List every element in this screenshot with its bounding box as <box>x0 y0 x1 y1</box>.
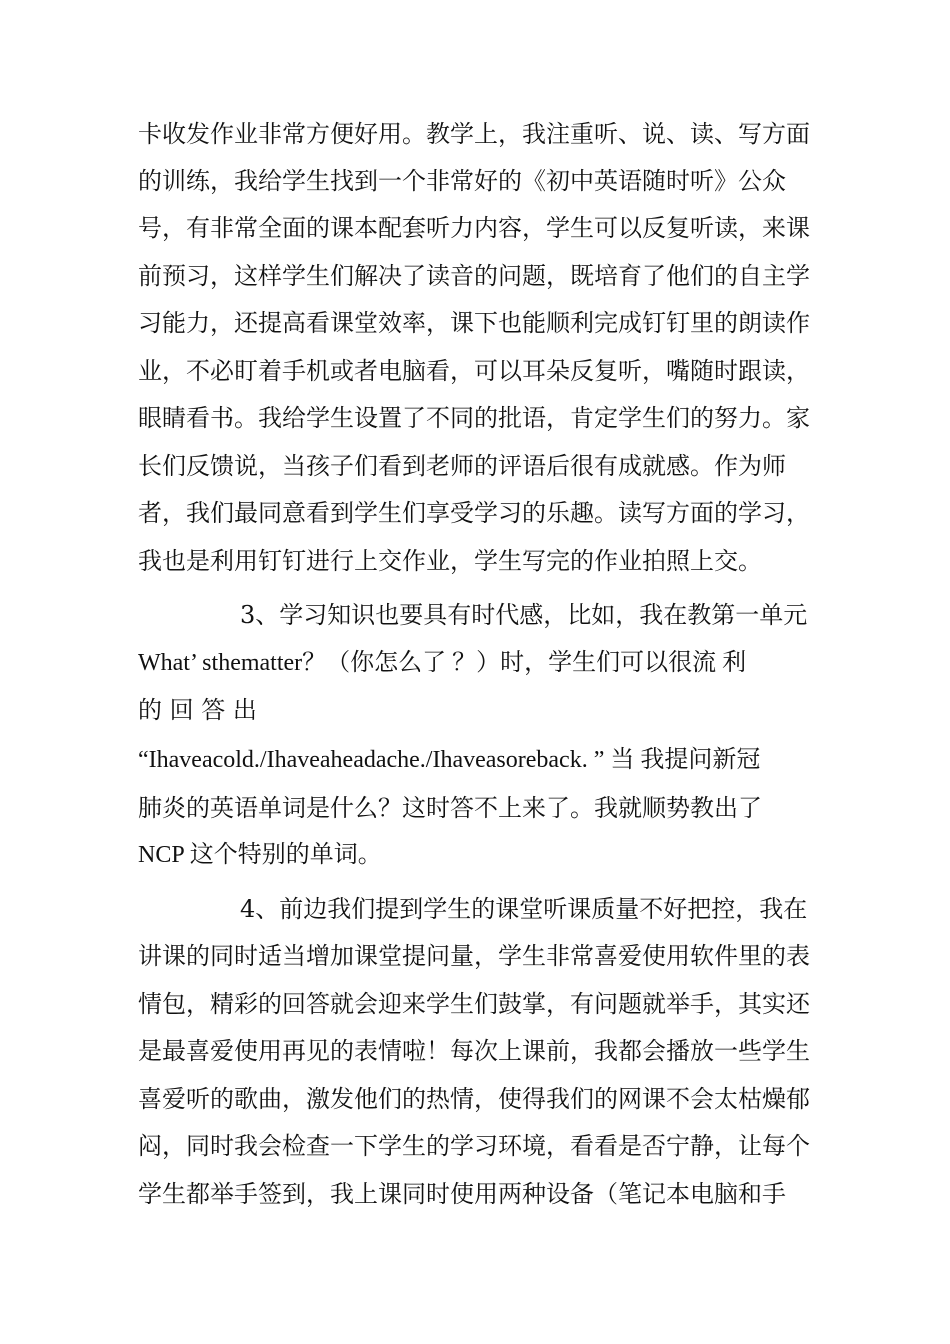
paragraph-line: What’ sthematter？（你怎么了 ？）时，学生们可以很流 利 <box>138 650 747 676</box>
paragraph-line: 讲课的同时适当增加课堂提问量，学生非常喜爱使用软件里的表 <box>138 942 810 970</box>
paragraph-line: 前预习，这样学生们解决了读音的问题，既培育了他们的自主学 <box>138 262 810 290</box>
paragraph-line: 喜爱听的歌曲，激发他们的热情，使得我们的网课不会太枯燥郁 <box>138 1085 810 1113</box>
paragraph-first-line: 4、前边我们提到学生的课堂听课质量不好把控，我在 <box>240 895 808 923</box>
paragraph-line: 肺炎的英语单词是什么？这时答不上来了。我就顺势教出了 <box>138 794 762 822</box>
paragraph-line: 我也是利用钉钉进行上交作业，学生写完的作业拍照上交。 <box>138 547 762 575</box>
paragraph-line: “Ihaveacold./Ihaveaheadache./Ihaveasoreback. ” 当 我提问新冠 <box>138 747 761 773</box>
paragraph-line: 号，有非常全面的课本配套听力内容，学生可以反复听读，来课 <box>138 214 810 242</box>
paragraph-line: 者，我们最同意看到学生们享受学习的乐趣。读写方面的学习， <box>138 499 810 527</box>
paragraph-line: 学生都举手签到，我上课同时使用两种设备（笔记本电脑和手 <box>138 1180 786 1208</box>
paragraph-line: NCP 这个特别的单词。 <box>138 842 382 868</box>
paragraph-line: 的训练，我给学生找到一个非常好的《初中英语随时听》公众 <box>138 167 786 195</box>
paragraph-line: 的 回 答 出 <box>138 696 257 724</box>
paragraph-line: 闷，同时我会检查一下学生的学习环境，看看是否宁静，让每个 <box>138 1132 810 1160</box>
paragraph-line: 业，不必盯着手机或者电脑看，可以耳朵反复听，嘴随时跟读， <box>138 357 810 385</box>
paragraph-line: 习能力，还提高看课堂效率，课下也能顺利完成钉钉里的朗读作 <box>138 309 810 337</box>
paragraph-line: 情包，精彩的回答就会迎来学生们鼓掌，有问题就举手，其实还 <box>138 990 810 1018</box>
paragraph-line: 眼睛看书。我给学生设置了不同的批语，肯定学生们的努力。家 <box>138 404 810 432</box>
paragraph-line: 卡收发作业非常方便好用。教学上，我注重听、说、读、写方面 <box>138 120 810 148</box>
paragraph-line: 长们反馈说，当孩子们看到老师的评语后很有成就感。作为师 <box>138 452 786 480</box>
paragraph-line: 是最喜爱使用再见的表情啦！每次上课前，我都会播放一些学生 <box>138 1037 810 1065</box>
paragraph-first-line: 3、学习知识也要具有时代感，比如，我在教第一单元 <box>240 601 808 629</box>
